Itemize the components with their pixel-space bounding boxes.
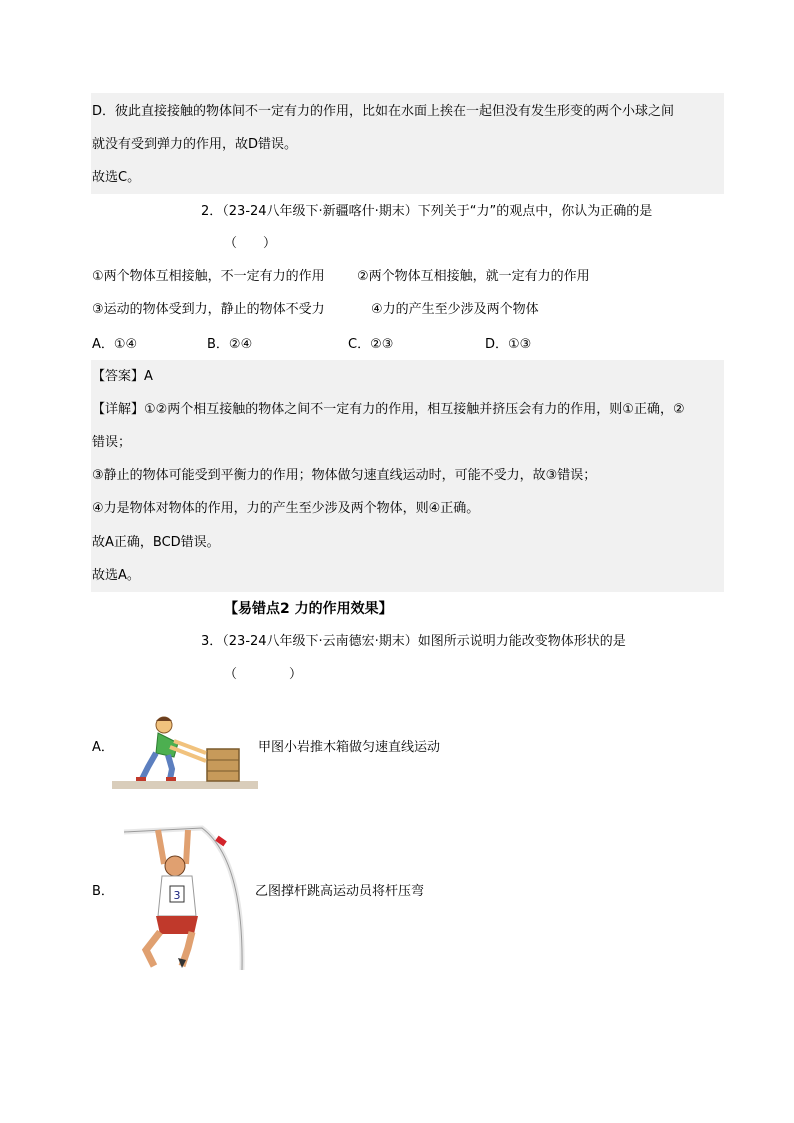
q3-stem: 3．（23-24八年级下·云南德宏·期末）如图所示说明力能改变物体形状的是 [201,634,626,649]
q2-option-d: D．①③ [485,337,532,352]
q3-option-a-label: A． [92,740,114,755]
q2-detail-4: ④力是物体对物体的作用，力的产生至少涉及两个物体，则④正确。 [92,501,480,516]
q3-option-b-label: B． [92,884,114,899]
q2-answer: 【答案】A [92,369,153,384]
q2-stem: 2．（23-24八年级下·新疆喀什·期末）下列关于“力”的观点中，你认为正确的是 [201,204,653,219]
prev-answer-line-1: D．彼此直接接触的物体间不一定有力的作用，比如在水面上挨在一起但没有发生形变的两个小球之间 [92,104,675,119]
q2-option-c: C．②③ [348,337,394,352]
q2-detail-2: 错误； [92,435,132,450]
q2-detail-3: ③静止的物体可能受到平衡力的作用；物体做匀速直线运动时，可能不受力，故③错误； [92,468,597,483]
boy-icon [136,717,206,781]
pole-vault-illustration [120,820,250,970]
athlete-bib-number: 3 [173,889,181,902]
crate-icon [207,749,239,781]
q2-statement-1: ①两个物体互相接触，不一定有力的作用 [92,269,325,284]
q3-blank: （ ） [224,667,303,682]
q2-statement-4: ④力的产生至少涉及两个物体 [371,302,539,317]
q2-detail-6: 故选A。 [92,568,140,583]
q2-detail-5: 故A正确，BCD错误。 [92,535,220,550]
q2-statement-3: ③运动的物体受到力，静止的物体不受力 [92,302,325,317]
pushing-crate-illustration [112,713,258,793]
q2-option-b: B．②④ [207,337,253,352]
q2-detail-1: 【详解】①②两个相互接触的物体之间不一定有力的作用，相互接触并挤压会有力的作用，则①正确，② [92,402,685,417]
q2-blank: （ ） [224,236,277,251]
q3-option-b-text: 乙图撑杆跳高运动员将杆压弯 [255,884,425,899]
q3-option-a-text: 甲图小岩推木箱做匀速直线运动 [258,740,441,755]
section-heading: 【易错点2 力的作用效果】 [224,601,393,617]
q2-option-a: A．①④ [92,337,138,352]
athlete-icon [146,830,198,968]
prev-answer-line-3: 故选C。 [92,170,141,185]
floor-icon [112,781,258,789]
prev-answer-line-2: 就没有受到弹力的作用，故D错误。 [92,137,298,152]
q2-statement-2: ②两个物体互相接触，就一定有力的作用 [357,269,590,284]
